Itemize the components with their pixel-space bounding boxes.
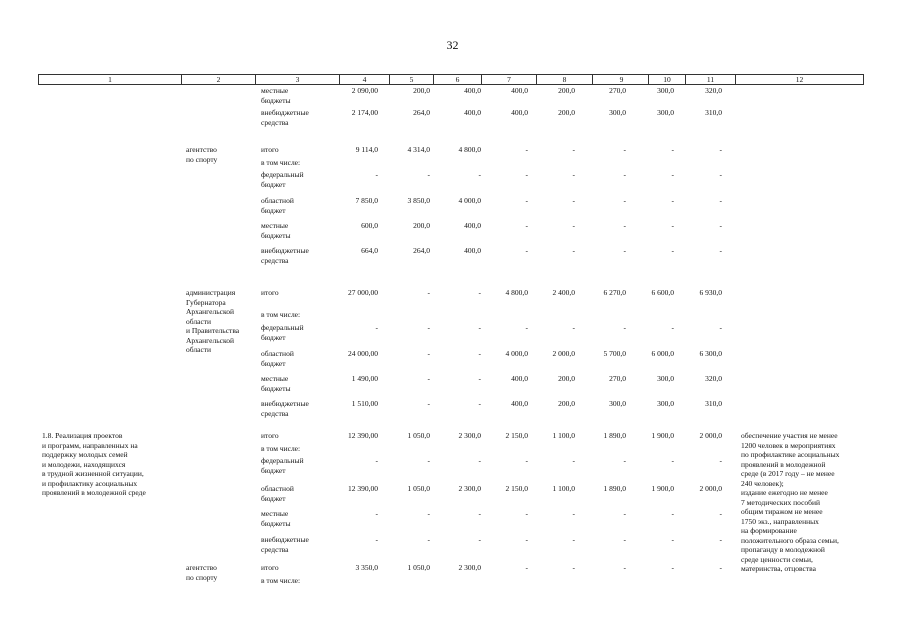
amount-value: 2 150,0 <box>505 431 528 440</box>
amount-value: - <box>375 170 378 179</box>
funding-source: в том числе: <box>261 158 301 167</box>
amount-value: - <box>719 563 722 572</box>
amount-value: - <box>671 563 674 572</box>
header-cell-col-7: 7 <box>481 75 536 84</box>
table-header <box>38 74 864 85</box>
funding-source: областной бюджет <box>261 349 294 368</box>
amount-value: - <box>719 221 722 230</box>
amount-value: 200,0 <box>413 221 430 230</box>
amount-value: - <box>478 399 481 408</box>
amount-value: 300,0 <box>609 399 626 408</box>
funding-source: федеральный бюджет <box>261 456 304 475</box>
page-number: 32 <box>446 38 459 52</box>
funding-source: внебюджетные средства <box>261 108 309 127</box>
amount-value: 400,0 <box>464 246 481 255</box>
amount-value: - <box>525 170 528 179</box>
measure-name: 1.8. Реализация проектов и программ, направленных на поддержку молодых семей и молодежи, находящихся в трудной жизненной ситуации, и профилактику асоциальных проявлений в молодежной среде <box>42 431 146 497</box>
amount-value: - <box>572 456 575 465</box>
amount-value: 264,0 <box>413 108 430 117</box>
amount-value: - <box>623 196 626 205</box>
executor-name: администрация Губернатора Архангельской области и Правительства Архангельской области <box>186 288 240 354</box>
funding-source: федеральный бюджет <box>261 323 304 342</box>
amount-value: - <box>427 170 430 179</box>
amount-value: 1 050,0 <box>407 484 430 493</box>
amount-value: - <box>427 323 430 332</box>
funding-source: внебюджетные средства <box>261 535 309 554</box>
amount-value: 1 100,0 <box>552 484 575 493</box>
amount-value: 2 300,0 <box>458 563 481 572</box>
amount-value: - <box>572 196 575 205</box>
funding-source: местные бюджеты <box>261 221 291 240</box>
funding-source: внебюджетные средства <box>261 399 309 418</box>
amount-value: - <box>719 509 722 518</box>
amount-value: - <box>375 456 378 465</box>
amount-value: - <box>719 145 722 154</box>
amount-value: - <box>623 170 626 179</box>
amount-value: - <box>623 323 626 332</box>
header-cell-col-9: 9 <box>592 75 650 84</box>
amount-value: - <box>719 323 722 332</box>
amount-value: - <box>572 509 575 518</box>
amount-value: 6 300,0 <box>699 349 722 358</box>
amount-value: 2 174,00 <box>351 108 378 117</box>
amount-value: 300,0 <box>657 374 674 383</box>
amount-value: 400,0 <box>511 108 528 117</box>
amount-value: 27 000,00 <box>348 288 378 297</box>
funding-source: местные бюджеты <box>261 86 291 105</box>
amount-value: 300,0 <box>657 86 674 95</box>
amount-value: 12 390,00 <box>348 484 378 493</box>
funding-source: местные бюджеты <box>261 509 291 528</box>
amount-value: - <box>623 456 626 465</box>
header-cell-col-6: 6 <box>433 75 481 84</box>
executor-name: агентство по спорту <box>186 563 218 582</box>
amount-value: 1 900,0 <box>651 484 674 493</box>
amount-value: 300,0 <box>657 399 674 408</box>
amount-value: 2 000,0 <box>699 484 722 493</box>
amount-value: 270,0 <box>609 374 626 383</box>
amount-value: - <box>719 170 722 179</box>
amount-value: - <box>525 145 528 154</box>
funding-source: областной бюджет <box>261 484 294 503</box>
amount-value: 1 890,0 <box>603 484 626 493</box>
amount-value: 1 890,0 <box>603 431 626 440</box>
amount-value: 400,0 <box>464 86 481 95</box>
funding-source: федеральный бюджет <box>261 170 304 189</box>
amount-value: - <box>572 323 575 332</box>
amount-value: 7 850,0 <box>355 196 378 205</box>
amount-value: - <box>478 323 481 332</box>
funding-source: итого <box>261 288 279 297</box>
funding-source: местные бюджеты <box>261 374 291 393</box>
header-cell-col-10: 10 <box>648 75 685 84</box>
amount-value: - <box>478 509 481 518</box>
amount-value: 2 300,0 <box>458 431 481 440</box>
amount-value: 9 114,0 <box>355 145 378 154</box>
header-cell-col-1: 1 <box>38 75 181 84</box>
amount-value: 1 050,0 <box>407 563 430 572</box>
amount-value: 2 150,0 <box>505 484 528 493</box>
header-cell-col-3: 3 <box>255 75 339 84</box>
amount-value: - <box>427 374 430 383</box>
amount-value: 24 000,00 <box>348 349 378 358</box>
amount-value: 6 000,0 <box>651 349 674 358</box>
amount-value: - <box>478 288 481 297</box>
expected-result: обеспечение участия не менее 1200 человек в мероприятиях по профилактике асоциальных проявлений в молодежной среде (в 2017 году – не менее 240 человек); издание ежегодно не менее 7 методических пособий общим тиражом не менее 1750 экз., направленных на формирование положительного образа семьи, пропаганду в молодежной среде ценности семьи, материнства, отцовства <box>741 431 840 573</box>
amount-value: 1 100,0 <box>552 431 575 440</box>
amount-value: - <box>671 170 674 179</box>
amount-value: 1 900,0 <box>651 431 674 440</box>
amount-value: - <box>427 349 430 358</box>
amount-value: - <box>375 509 378 518</box>
amount-value: 1 510,00 <box>351 399 378 408</box>
header-cell-col-8: 8 <box>536 75 592 84</box>
amount-value: - <box>478 456 481 465</box>
amount-value: - <box>623 509 626 518</box>
amount-value: - <box>671 456 674 465</box>
amount-value: 200,0 <box>558 108 575 117</box>
amount-value: - <box>525 563 528 572</box>
executor-name: агентство по спорту <box>186 145 218 164</box>
amount-value: 600,0 <box>361 221 378 230</box>
amount-value: 320,0 <box>705 374 722 383</box>
amount-value: - <box>525 323 528 332</box>
amount-value: 6 600,0 <box>651 288 674 297</box>
funding-source: в том числе: <box>261 576 301 585</box>
amount-value: - <box>719 196 722 205</box>
amount-value: - <box>671 221 674 230</box>
amount-value: 400,0 <box>464 108 481 117</box>
amount-value: - <box>525 196 528 205</box>
header-cell-col-12: 12 <box>735 75 864 84</box>
amount-value: - <box>525 246 528 255</box>
funding-source: итого <box>261 145 279 154</box>
amount-value: 300,0 <box>609 108 626 117</box>
amount-value: - <box>671 246 674 255</box>
amount-value: - <box>525 221 528 230</box>
amount-value: 200,0 <box>558 399 575 408</box>
amount-value: - <box>375 323 378 332</box>
amount-value: 1 490,00 <box>351 374 378 383</box>
amount-value: - <box>525 456 528 465</box>
amount-value: - <box>478 349 481 358</box>
amount-value: - <box>623 246 626 255</box>
header-cell-col-5: 5 <box>389 75 433 84</box>
amount-value: 6 930,0 <box>699 288 722 297</box>
amount-value: 2 000,0 <box>552 349 575 358</box>
amount-value: 400,0 <box>511 399 528 408</box>
amount-value: 264,0 <box>413 246 430 255</box>
amount-value: - <box>427 456 430 465</box>
amount-value: 400,0 <box>511 374 528 383</box>
header-cell-col-2: 2 <box>181 75 255 84</box>
amount-value: - <box>525 509 528 518</box>
amount-value: 400,0 <box>511 86 528 95</box>
amount-value: 320,0 <box>705 86 722 95</box>
amount-value: - <box>572 221 575 230</box>
amount-value: - <box>572 563 575 572</box>
amount-value: 4 800,0 <box>458 145 481 154</box>
amount-value: - <box>478 374 481 383</box>
amount-value: - <box>478 170 481 179</box>
amount-value: - <box>427 399 430 408</box>
amount-value: - <box>427 535 430 544</box>
amount-value: 310,0 <box>705 108 722 117</box>
amount-value: - <box>719 456 722 465</box>
amount-value: - <box>671 323 674 332</box>
amount-value: - <box>719 246 722 255</box>
amount-value: - <box>375 535 378 544</box>
amount-value: 400,0 <box>464 221 481 230</box>
amount-value: 12 390,00 <box>348 431 378 440</box>
amount-value: 2 090,00 <box>351 86 378 95</box>
amount-value: - <box>427 288 430 297</box>
amount-value: - <box>572 170 575 179</box>
amount-value: - <box>623 221 626 230</box>
funding-source: внебюджетные средства <box>261 246 309 265</box>
amount-value: - <box>671 196 674 205</box>
amount-value: 4 000,0 <box>458 196 481 205</box>
amount-value: - <box>572 145 575 154</box>
header-cell-col-11: 11 <box>685 75 735 84</box>
amount-value: 4 000,0 <box>505 349 528 358</box>
amount-value: 3 350,0 <box>355 563 378 572</box>
funding-source: итого <box>261 431 279 440</box>
header-cell-col-4: 4 <box>339 75 389 84</box>
amount-value: 3 850,0 <box>407 196 430 205</box>
amount-value: - <box>427 509 430 518</box>
amount-value: - <box>525 535 528 544</box>
amount-value: 1 050,0 <box>407 431 430 440</box>
amount-value: - <box>671 145 674 154</box>
amount-value: 2 400,0 <box>552 288 575 297</box>
amount-value: 664,0 <box>361 246 378 255</box>
amount-value: 270,0 <box>609 86 626 95</box>
funding-source: областной бюджет <box>261 196 294 215</box>
amount-value: - <box>671 535 674 544</box>
funding-source: в том числе: <box>261 310 301 319</box>
amount-value: 2 300,0 <box>458 484 481 493</box>
amount-value: 200,0 <box>413 86 430 95</box>
amount-value: 300,0 <box>657 108 674 117</box>
amount-value: 2 000,0 <box>699 431 722 440</box>
amount-value: - <box>623 535 626 544</box>
amount-value: 310,0 <box>705 399 722 408</box>
amount-value: 5 700,0 <box>603 349 626 358</box>
funding-source: итого <box>261 563 279 572</box>
amount-value: 6 270,0 <box>603 288 626 297</box>
amount-value: - <box>572 246 575 255</box>
amount-value: - <box>623 563 626 572</box>
amount-value: - <box>623 145 626 154</box>
amount-value: 4 314,0 <box>407 145 430 154</box>
amount-value: 200,0 <box>558 374 575 383</box>
funding-source: в том числе: <box>261 444 301 453</box>
amount-value: - <box>572 535 575 544</box>
amount-value: - <box>671 509 674 518</box>
amount-value: 4 800,0 <box>505 288 528 297</box>
amount-value: - <box>478 535 481 544</box>
amount-value: - <box>719 535 722 544</box>
amount-value: 200,0 <box>558 86 575 95</box>
